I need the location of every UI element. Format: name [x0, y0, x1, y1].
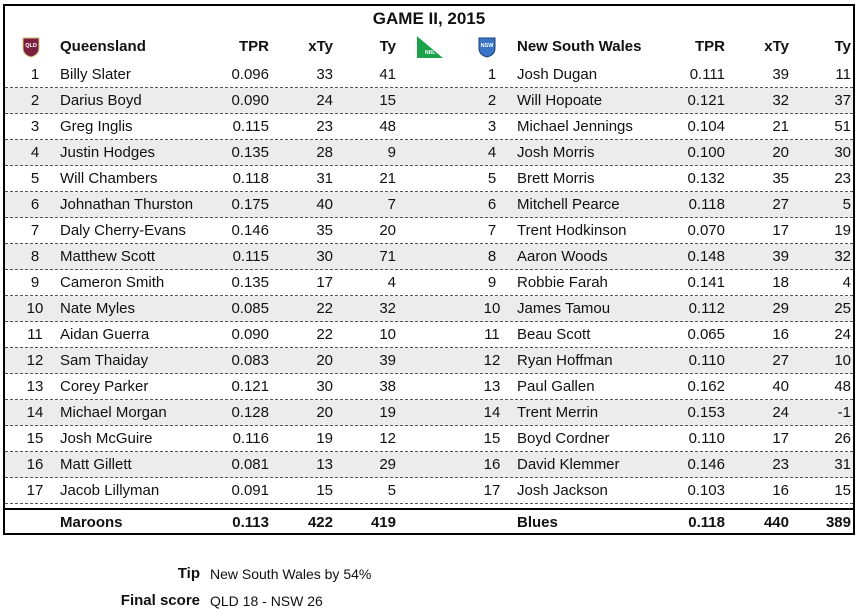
qld-player-xty: 28	[316, 144, 333, 161]
qld-player-tpr: 0.085	[231, 300, 269, 317]
table-row	[5, 88, 853, 114]
final-score-label: Final score	[120, 592, 200, 609]
table-title: GAME II, 2015	[372, 9, 486, 28]
nsw-player-xty: 24	[772, 404, 789, 421]
qld-player-tpr: 0.115	[232, 248, 269, 265]
nsw-player-name: Josh Jackson	[517, 482, 608, 499]
qld-row-number: 10	[26, 300, 44, 317]
nsw-player-ty: 37	[834, 92, 851, 109]
qld-logo-icon	[21, 36, 41, 58]
nsw-player-tpr: 0.110	[688, 352, 725, 369]
nsw-total-ty: 389	[825, 514, 851, 531]
qld-player-name: Corey Parker	[60, 378, 149, 395]
qld-player-ty: 19	[379, 404, 396, 421]
qld-player-name: Johnathan Thurston	[60, 196, 194, 213]
qld-player-tpr: 0.146	[231, 222, 269, 239]
nsw-player-tpr: 0.065	[687, 326, 725, 343]
qld-player-tpr: 0.083	[231, 352, 269, 369]
nsw-player-xty: 39	[772, 66, 789, 83]
nsw-total-tpr: 0.118	[688, 514, 725, 531]
nsw-player-ty: 48	[834, 378, 851, 395]
qld-player-ty: 71	[379, 248, 396, 265]
nsw-player-tpr: 0.110	[688, 430, 725, 447]
qld-player-ty: 9	[387, 144, 396, 161]
nsw-player-tpr: 0.104	[687, 118, 725, 135]
nsw-player-tpr: 0.162	[687, 378, 725, 395]
qld-row-number: 17	[26, 482, 44, 499]
qld-player-tpr: 0.090	[231, 92, 269, 109]
nsw-player-name: Josh Dugan	[517, 66, 598, 83]
qld-player-ty: 38	[379, 378, 396, 395]
qld-logo-text: QLD	[25, 43, 37, 49]
qld-player-xty: 40	[316, 196, 333, 213]
nsw-row-number: 11	[484, 326, 500, 343]
qld-row-number: 1	[30, 66, 40, 83]
nsw-player-ty: 24	[834, 326, 851, 343]
qld-team-header: Queensland	[60, 38, 146, 55]
nsw-player-name: Josh Morris	[517, 144, 595, 161]
qld-player-xty: 22	[316, 300, 333, 317]
qld-player-tpr: 0.116	[232, 430, 269, 447]
table-row	[5, 140, 853, 166]
nsw-player-tpr: 0.112	[688, 300, 725, 317]
qld-player-name: Justin Hodges	[60, 144, 156, 161]
qld-total-ty: 419	[370, 514, 396, 531]
qld-row-number: 11	[27, 326, 43, 343]
qld-player-tpr: 0.115	[232, 118, 269, 135]
qld-player-xty: 20	[316, 352, 333, 369]
nsw-player-ty: 19	[834, 222, 851, 239]
qld-player-xty: 30	[316, 248, 333, 265]
qld-player-tpr: 0.090	[231, 326, 269, 343]
table-row	[5, 270, 853, 296]
qld-player-tpr: 0.118	[232, 170, 269, 187]
nsw-row-number: 9	[487, 274, 497, 291]
qld-player-name: Greg Inglis	[60, 118, 133, 135]
nsw-team-header: New South Wales	[517, 38, 642, 55]
nsw-player-name: Aaron Woods	[517, 248, 608, 265]
qld-player-xty: 33	[316, 66, 333, 83]
qld-total-name: Maroons	[60, 514, 123, 531]
nsw-logo-icon	[477, 36, 497, 58]
nsw-xty-header: xTy	[764, 38, 789, 55]
qld-xty-header: xTy	[308, 38, 333, 55]
table-row	[5, 426, 853, 452]
qld-player-tpr: 0.135	[231, 144, 269, 161]
table-row	[5, 374, 853, 400]
nsw-player-tpr: 0.146	[687, 456, 725, 473]
nsw-player-xty: 16	[772, 326, 789, 343]
qld-total-tpr: 0.113	[232, 514, 269, 531]
qld-player-xty: 22	[316, 326, 333, 343]
nsw-player-name: Will Hopoate	[517, 92, 603, 109]
nsw-player-name: Trent Hodkinson	[517, 222, 627, 239]
qld-player-xty: 23	[316, 118, 333, 135]
nsw-row-number: 6	[487, 196, 497, 213]
nsw-row-number: 17	[483, 482, 501, 499]
nsw-player-name: Trent Merrin	[517, 404, 599, 421]
qld-row-number: 16	[26, 456, 44, 473]
nsw-player-xty: 23	[772, 456, 789, 473]
qld-player-xty: 15	[316, 482, 333, 499]
nsw-player-xty: 40	[772, 378, 789, 395]
qld-player-tpr: 0.096	[231, 66, 269, 83]
nsw-row-number: 16	[483, 456, 501, 473]
table-row	[5, 478, 853, 504]
nsw-player-tpr: 0.100	[687, 144, 725, 161]
nsw-tpr-header: TPR	[695, 38, 725, 55]
qld-player-ty: 48	[379, 118, 396, 135]
nsw-player-name: Paul Gallen	[517, 378, 595, 395]
stats-table	[3, 4, 855, 535]
nsw-row-number: 1	[487, 66, 497, 83]
nsw-player-tpr: 0.103	[687, 482, 725, 499]
qld-player-tpr: 0.135	[231, 274, 269, 291]
table-row	[5, 400, 853, 426]
table-row	[5, 348, 853, 374]
nsw-player-tpr: 0.111	[689, 66, 725, 83]
qld-player-xty: 35	[316, 222, 333, 239]
nsw-player-xty: 17	[772, 222, 789, 239]
qld-player-xty: 13	[316, 456, 333, 473]
nsw-row-number: 7	[487, 222, 497, 239]
nsw-row-number: 10	[483, 300, 501, 317]
qld-row-number: 9	[30, 274, 40, 291]
nsw-player-ty: 15	[834, 482, 851, 499]
qld-player-name: Billy Slater	[60, 66, 131, 83]
qld-row-number: 4	[30, 144, 40, 161]
qld-row-number: 12	[26, 352, 44, 369]
nsw-player-name: Robbie Farah	[517, 274, 608, 291]
totals-row	[5, 508, 853, 535]
nsw-player-tpr: 0.118	[688, 196, 725, 213]
table-row	[5, 114, 853, 140]
nsw-player-ty: 11	[835, 66, 851, 83]
qld-player-xty: 24	[316, 92, 333, 109]
table-row	[5, 322, 853, 348]
nsw-player-xty: 39	[772, 248, 789, 265]
nrl-logo-icon	[417, 36, 443, 58]
qld-row-number: 2	[30, 92, 40, 109]
nsw-player-name: Brett Morris	[517, 170, 595, 187]
nsw-player-xty: 27	[772, 196, 789, 213]
qld-row-number: 8	[30, 248, 40, 265]
table-row	[5, 62, 853, 88]
nsw-player-xty: 27	[772, 352, 789, 369]
qld-player-xty: 20	[316, 404, 333, 421]
qld-player-name: Aidan Guerra	[60, 326, 150, 343]
nsw-ty-header: Ty	[834, 38, 851, 55]
table-row	[5, 244, 853, 270]
qld-player-ty: 29	[379, 456, 396, 473]
qld-row-number: 3	[30, 118, 40, 135]
qld-player-name: Cameron Smith	[60, 274, 165, 291]
nsw-player-xty: 17	[772, 430, 789, 447]
table-row	[5, 218, 853, 244]
nsw-player-name: Ryan Hoffman	[517, 352, 613, 369]
qld-ty-header: Ty	[379, 38, 396, 55]
qld-player-ty: 21	[379, 170, 396, 187]
qld-player-tpr: 0.091	[231, 482, 269, 499]
qld-tpr-header: TPR	[239, 38, 269, 55]
nsw-player-ty: -1	[837, 404, 851, 421]
qld-row-number: 14	[26, 404, 44, 421]
qld-player-name: Darius Boyd	[60, 92, 142, 109]
nsw-player-name: James Tamou	[517, 300, 611, 317]
qld-player-tpr: 0.081	[231, 456, 269, 473]
qld-row-number: 6	[30, 196, 40, 213]
tip-label: Tip	[177, 565, 200, 582]
nsw-row-number: 13	[483, 378, 501, 395]
qld-player-ty: 39	[379, 352, 396, 369]
qld-player-xty: 19	[316, 430, 333, 447]
qld-player-name: Matthew Scott	[60, 248, 156, 265]
qld-player-name: Michael Morgan	[60, 404, 167, 421]
qld-player-xty: 17	[316, 274, 333, 291]
nsw-total-name: Blues	[517, 514, 558, 531]
nsw-player-name: Beau Scott	[517, 326, 591, 343]
nsw-player-tpr: 0.153	[687, 404, 725, 421]
nsw-player-name: Mitchell Pearce	[517, 196, 620, 213]
qld-player-name: Josh McGuire	[60, 430, 153, 447]
qld-row-number: 13	[26, 378, 44, 395]
nsw-row-number: 8	[487, 248, 497, 265]
nsw-row-number: 15	[483, 430, 501, 447]
qld-row-number: 5	[30, 170, 40, 187]
nsw-player-xty: 18	[772, 274, 789, 291]
nsw-player-tpr: 0.121	[687, 92, 725, 109]
nsw-row-number: 2	[487, 92, 497, 109]
table-row	[5, 452, 853, 478]
qld-row-number: 15	[26, 430, 44, 447]
qld-player-ty: 41	[379, 66, 396, 83]
tip-value: New South Wales by 54%	[210, 566, 372, 582]
qld-player-name: Will Chambers	[60, 170, 158, 187]
nsw-player-ty: 10	[834, 352, 851, 369]
qld-player-name: Daly Cherry-Evans	[60, 222, 186, 239]
nsw-player-ty: 32	[834, 248, 851, 265]
header-row	[5, 34, 853, 60]
nsw-player-name: David Klemmer	[517, 456, 620, 473]
nsw-player-xty: 16	[772, 482, 789, 499]
nsw-player-ty: 25	[834, 300, 851, 317]
qld-player-name: Sam Thaiday	[60, 352, 149, 369]
nsw-player-ty: 26	[834, 430, 851, 447]
nsw-player-ty: 30	[834, 144, 851, 161]
qld-total-xty: 422	[307, 514, 333, 531]
qld-row-number: 7	[30, 222, 40, 239]
qld-player-tpr: 0.175	[231, 196, 269, 213]
qld-player-name: Matt Gillett	[60, 456, 132, 473]
qld-player-ty: 4	[387, 274, 396, 291]
nsw-player-ty: 51	[834, 118, 851, 135]
qld-player-ty: 10	[379, 326, 396, 343]
qld-player-name: Nate Myles	[60, 300, 136, 317]
nsw-player-ty: 5	[842, 196, 851, 213]
qld-player-ty: 7	[387, 196, 396, 213]
qld-player-xty: 31	[316, 170, 333, 187]
qld-player-tpr: 0.121	[231, 378, 269, 395]
nsw-row-number: 3	[487, 118, 497, 135]
nsw-row-number: 14	[483, 404, 501, 421]
qld-player-ty: 15	[379, 92, 396, 109]
nsw-row-number: 4	[487, 144, 497, 161]
nsw-player-name: Michael Jennings	[517, 118, 633, 135]
nsw-player-xty: 21	[772, 118, 789, 135]
nsw-player-tpr: 0.141	[687, 274, 725, 291]
qld-player-name: Jacob Lillyman	[60, 482, 160, 499]
qld-player-ty: 32	[379, 300, 396, 317]
nsw-row-number: 5	[487, 170, 497, 187]
table-row	[5, 192, 853, 218]
nsw-player-xty: 20	[772, 144, 789, 161]
nsw-player-xty: 32	[772, 92, 789, 109]
qld-player-xty: 30	[316, 378, 333, 395]
nsw-total-xty: 440	[763, 514, 789, 531]
nsw-player-name: Boyd Cordner	[517, 430, 610, 447]
nsw-player-tpr: 0.132	[687, 170, 725, 187]
nsw-player-ty: 31	[834, 456, 851, 473]
nsw-player-ty: 4	[842, 274, 851, 291]
qld-player-ty: 12	[379, 430, 396, 447]
nsw-player-tpr: 0.070	[687, 222, 725, 239]
table-row	[5, 296, 853, 322]
table-row	[5, 166, 853, 192]
final-score-value: QLD 18 - NSW 26	[210, 593, 323, 609]
nsw-row-number: 12	[483, 352, 501, 369]
nsw-player-tpr: 0.148	[687, 248, 725, 265]
nrl-logo-text: NRL	[425, 50, 436, 56]
qld-player-tpr: 0.128	[231, 404, 269, 421]
nsw-player-xty: 35	[772, 170, 789, 187]
qld-player-ty: 5	[387, 482, 396, 499]
nsw-player-xty: 29	[772, 300, 789, 317]
nsw-logo-text: NSW	[480, 43, 494, 49]
qld-player-ty: 20	[379, 222, 396, 239]
nsw-player-ty: 23	[834, 170, 851, 187]
